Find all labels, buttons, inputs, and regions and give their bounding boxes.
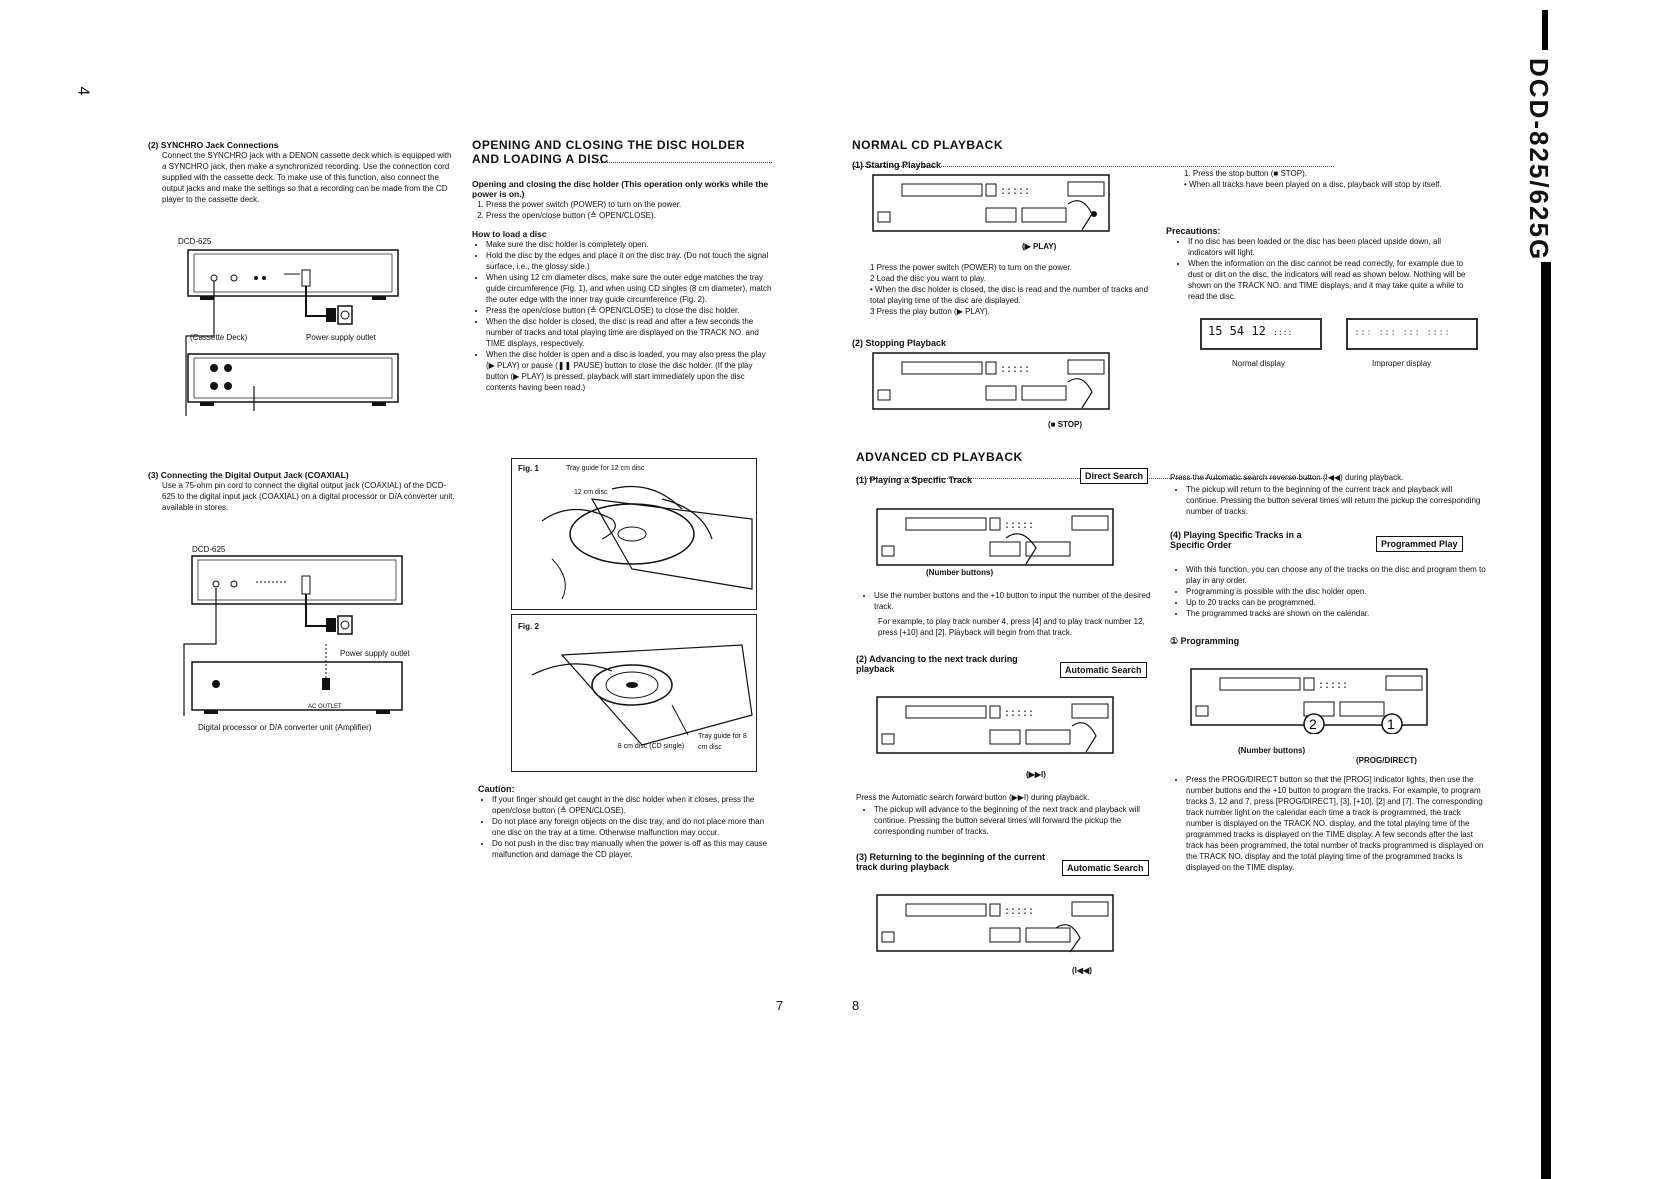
reverse-item: • The pickup will return to the beginning of the current track and playback will continue. Pressing the button several times will return the pickup the corresponding number of tracks. bbox=[1186, 484, 1486, 517]
step-item: 1. Press the power switch (POWER) to turn on the power. bbox=[486, 199, 772, 210]
normal-display: 15 54 12 :::: bbox=[1200, 318, 1322, 350]
page-number-left: 7 bbox=[776, 998, 784, 1013]
side-marker bbox=[1542, 10, 1548, 50]
caution-section bbox=[478, 784, 778, 860]
caution-item: • If your finger should get caught in the disc holder when it closes, press the open/close button (≜ OPEN/CLOSE). bbox=[492, 794, 778, 816]
prog-item: • With this function, you can choose any of the tracks on the disc and program them to play in any order. bbox=[1186, 564, 1486, 586]
svg-text:1: 1 bbox=[1387, 716, 1395, 732]
fig1 bbox=[511, 458, 757, 610]
stop-steps bbox=[1184, 168, 1474, 190]
synchro-section bbox=[148, 140, 458, 205]
normal-display-label: Normal display bbox=[1232, 359, 1285, 368]
normal-title: NORMAL CD PLAYBACK bbox=[852, 138, 1004, 152]
deck-label-2: DCD-625 bbox=[192, 545, 226, 554]
caution-list bbox=[478, 794, 778, 860]
howto-list bbox=[472, 239, 772, 393]
prog-heading: (4) Playing Specific Tracks in a Specific Order bbox=[1170, 530, 1302, 550]
page-number-right: 8 bbox=[852, 998, 860, 1013]
svg-text:2: 2 bbox=[1309, 716, 1317, 732]
howto-heading: How to load a disc bbox=[472, 229, 547, 239]
fig2-tray-label: Tray guide for 8 cm disc bbox=[698, 733, 747, 751]
specific-example: For example, to play track number 4, press [4] and to play track number 12, press [+10] and [2]. Playback will begin from that track. bbox=[878, 617, 1145, 637]
advanced-title: ADVANCED CD PLAYBACK bbox=[856, 450, 1023, 464]
synchro-diagram bbox=[176, 236, 406, 436]
automatic-search-box-2: Automatic Search bbox=[1062, 860, 1149, 876]
caution-heading: Caution: bbox=[478, 784, 515, 794]
fig2-disc-label: 8 cm disc (CD single) bbox=[617, 743, 685, 750]
prog-direct-caption: (PROG/DIRECT) bbox=[1356, 756, 1417, 765]
stop-heading: (2) Stopping Playback bbox=[852, 338, 947, 348]
svg-text::::::: ::::: bbox=[1000, 365, 1031, 376]
power-outlet-label-2: Power supply outlet bbox=[340, 649, 410, 658]
cassette-label: (Cassette Deck) bbox=[190, 333, 248, 342]
svg-text::::::: ::::: bbox=[1004, 709, 1035, 720]
step-item: 2. Press the open/close button (≜ OPEN/CLOSE). bbox=[486, 210, 772, 221]
play-caption: (▶ PLAY) bbox=[1022, 242, 1057, 251]
digital-section bbox=[148, 470, 458, 513]
next-caption: (▶▶I) bbox=[1026, 770, 1046, 779]
prog-item: • The programmed tracks are shown on the calendar. bbox=[1186, 608, 1486, 619]
caution-item: • Do not push in the disc tray manually when the power is off as this may cause malfunction and damage the CD player. bbox=[492, 838, 778, 860]
normal-display-value: 15 54 12 bbox=[1208, 324, 1266, 338]
normal-title-row bbox=[852, 136, 1472, 172]
opening-steps bbox=[472, 199, 772, 221]
svg-text::::::: ::::: bbox=[1004, 521, 1035, 532]
prog-text-item: • Press the PROG/DIRECT button so that the [PROG] indicator lights, then use the number buttons and the +10 button to program the tracks. For example, to program tracks 3, 12 and 7, press [PROG/DIRECT], [3], [+10], [2] and [7]. The corresponding track number light on the calendar each time a track is programmed, the track number is displayed on the TRACK NO. display, and the total playing time of the programmed tracks is displayed on the TIME display. A few seconds after the last track has been programmed, the total number of tracks programmed is displayed on the TRACK NO. display and the total playing time of the programmed tracks is displayed on the TIME display. bbox=[1186, 774, 1486, 873]
precaution-item: • If no disc has been loaded or the disc has been placed upside down, all indicators will light. bbox=[1188, 236, 1472, 258]
prog-list bbox=[1172, 564, 1486, 619]
programming-heading: ① Programming bbox=[1170, 636, 1240, 646]
specific-item: • Use the number buttons and the +10 button to input the number of the desired track. bbox=[874, 590, 1170, 612]
fig2 bbox=[511, 614, 757, 772]
precautions-section bbox=[1166, 226, 1472, 302]
next-text: Press the Automatic search forward button (▶▶I) during playback. bbox=[856, 793, 1090, 802]
next-item: • The pickup will advance to the beginning of the next track and playback will continue. Pressing the button several times will forward the pickup the corresponding number of tracks. bbox=[874, 804, 1170, 837]
prog-item: • Programming is possible with the disc holder open. bbox=[1186, 586, 1486, 597]
reverse-text: Press the Automatic search reverse button (I◀◀) during playback. bbox=[1170, 473, 1404, 482]
power-outlet-label: Power supply outlet bbox=[306, 333, 376, 342]
cd-player-illustration-return bbox=[876, 894, 1116, 954]
howto-item: • When the disc holder is open and a disc is loaded, you may also press the play (▶ PLAY) or pause (❚❚ PAUSE) button to close the disc holder. (If the play button (▶ PLAY) is pressed, playback will start immediately upon the disc contents having been read.) bbox=[486, 349, 772, 393]
next-heading: (2) Advancing to the next track during playback bbox=[856, 654, 1018, 674]
cd-player-illustration-play bbox=[872, 174, 1112, 234]
cd-player-illustration-direct bbox=[876, 508, 1116, 568]
stop-step: • When all tracks have been played on a disc, playback will stop by itself. bbox=[1184, 180, 1442, 189]
direct-search-box: Direct Search bbox=[1080, 468, 1148, 484]
disc-loading-illustration bbox=[512, 459, 756, 609]
start-step: • When the disc holder is closed, the disc is read and the number of tracks and total playing time of the disc are displayed. bbox=[870, 285, 1149, 305]
start-step: 1 Press the power switch (POWER) to turn on the power. bbox=[870, 263, 1072, 272]
deck-label: DCD-625 bbox=[178, 237, 212, 246]
stop-caption: (■ STOP) bbox=[1048, 420, 1083, 429]
prog-number-caption: (Number buttons) bbox=[1238, 746, 1306, 755]
opening-section bbox=[472, 138, 772, 393]
fig2-label: Fig. 2 bbox=[518, 622, 539, 631]
digital-body: Use a 75-ohm pin cord to connect the digital output jack (COAXIAL) of the DCD-625 to the digital input jack (COAXIAL) on a digital processor or D/A converter unit, available in stores. bbox=[162, 481, 455, 512]
precautions-list bbox=[1166, 236, 1472, 302]
specific-list bbox=[860, 590, 1170, 612]
title-rule bbox=[592, 162, 772, 163]
stop-step: 1. Press the stop button (■ STOP). bbox=[1184, 169, 1307, 178]
opening-title: OPENING AND CLOSING THE DISC HOLDER AND LOADING A DISC bbox=[472, 138, 746, 166]
page-number-top: 4 bbox=[74, 86, 92, 96]
digital-processor-label: Digital processor or D/A converter unit (Amplifier) bbox=[198, 723, 372, 732]
cd-player-illustration-program bbox=[1190, 668, 1440, 734]
opening-sub: Opening and closing the disc holder (This operation only works while the power is on.) bbox=[472, 179, 769, 199]
prog-item: • Up to 20 tracks can be programmed. bbox=[1186, 597, 1486, 608]
cd-player-illustration-next bbox=[876, 696, 1116, 756]
prog-text-list bbox=[1172, 774, 1486, 873]
automatic-search-box-1: Automatic Search bbox=[1060, 662, 1147, 678]
synchro-heading: (2) SYNCHRO Jack Connections bbox=[148, 140, 279, 150]
fig1-label: Fig. 1 bbox=[518, 464, 539, 473]
ac-outlet-label: AC OUTLET bbox=[308, 704, 342, 710]
fig1-tray-label: Tray guide for 12 cm disc bbox=[566, 465, 645, 472]
return-caption: (I◀◀) bbox=[1072, 966, 1092, 975]
howto-item: • Make sure the disc holder is completely open. bbox=[486, 239, 772, 250]
howto-item: • Press the open/close button (≜ OPEN/CLOSE) to close the disc holder. bbox=[486, 305, 772, 316]
coaxial-diagram bbox=[176, 544, 416, 734]
number-buttons-caption: (Number buttons) bbox=[926, 568, 994, 577]
howto-item: • Hold the disc by the edges and place it on the disc tray. (Do not touch the signal surface, i.e., the glossy side.) bbox=[486, 250, 772, 272]
svg-text::::::: ::::: bbox=[1000, 187, 1031, 198]
next-list bbox=[860, 804, 1170, 837]
improper-display: ::: ::: ::: :::: bbox=[1346, 318, 1478, 350]
precaution-item: • When the information on the disc cannot be read correctly, for example due to dust or dirt on the disc, the indicators will read as shown below. Nothing will be shown on the TRACK NO. and TIME displays, and it may take quite a while to read the disc. bbox=[1188, 258, 1472, 302]
svg-text::::::: ::::: bbox=[1318, 681, 1349, 692]
specific-heading: (1) Playing a Specific Track bbox=[856, 475, 973, 485]
side-bar bbox=[1541, 262, 1551, 1179]
digital-diagram bbox=[176, 544, 416, 734]
fig1-disc-label: 12 cm disc bbox=[574, 489, 608, 496]
start-step: 3 Press the play button (▶ PLAY). bbox=[870, 307, 990, 316]
howto-item: • When using 12 cm diameter discs, make sure the outer edge matches the tray guide circumference (Fig. 1), and when using CD singles (8 cm diameter), match the outer edge with the inner tray guide circumference (Fig. 2). bbox=[486, 272, 772, 305]
digital-heading: (3) Connecting the Digital Output Jack (COAXIAL) bbox=[148, 470, 349, 480]
cd-player-illustration-stop bbox=[872, 352, 1112, 412]
synchro-body: Connect the SYNCHRO jack with a DENON cassette deck which is equipped with a SYNCHRO jack, then make a synchronized recording. Use the connection cord supplied with the cassette deck. To make use of this function, also connect the output jacks and make the settings so that a recording can be made from the CD player to the cassette deck. bbox=[162, 151, 452, 204]
programmed-play-box: Programmed Play bbox=[1376, 536, 1463, 552]
caution-item: • Do not place any foreign objects on the disc tray, and do not place more than one disc on the tray at a time. Otherwise malfunction may occur. bbox=[492, 816, 778, 838]
precautions-heading: Precautions: bbox=[1166, 226, 1221, 236]
reverse-list bbox=[1172, 484, 1486, 517]
return-heading: (3) Returning to the beginning of the current track during playback bbox=[856, 852, 1045, 872]
side-title: DCD-825/625G bbox=[1524, 58, 1554, 262]
start-step: 2 Load the disc you want to play. bbox=[870, 274, 986, 283]
improper-display-label: Improper display bbox=[1372, 359, 1432, 368]
howto-item: • When the disc holder is closed, the disc is read and after a few seconds the number of tracks and total playing time are displayed on the TRACK NO. and TIME displays, respectively. bbox=[486, 316, 772, 349]
start-heading: (1) Starting Playback bbox=[852, 160, 942, 170]
svg-text::::::: ::::: bbox=[1004, 907, 1035, 918]
start-steps bbox=[870, 262, 1160, 317]
